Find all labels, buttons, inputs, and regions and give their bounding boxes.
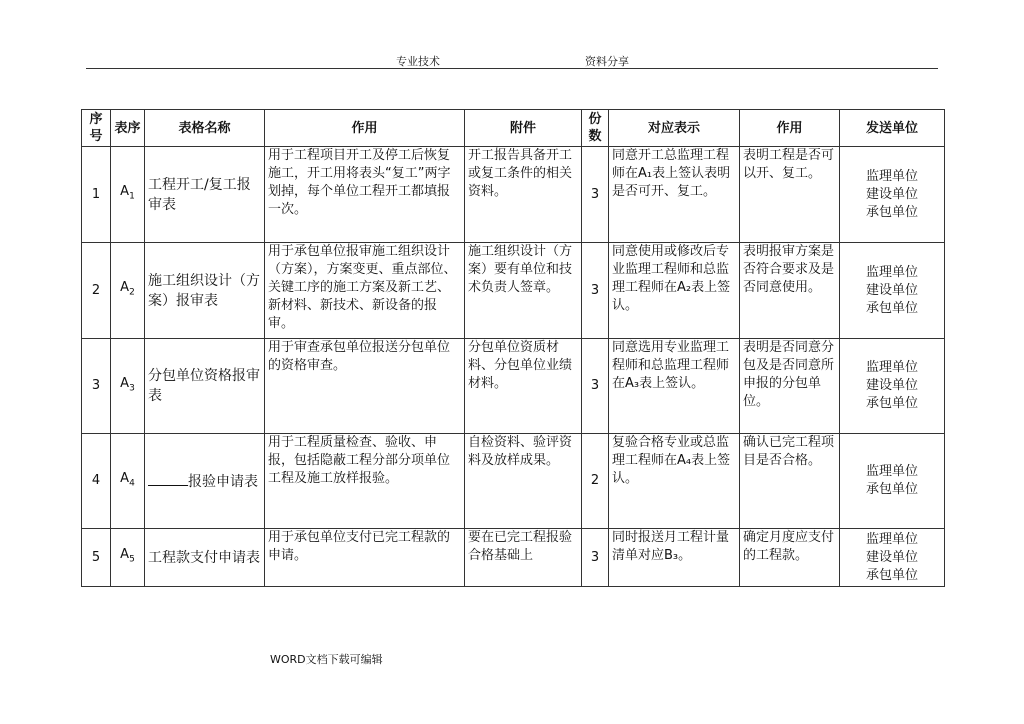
table-row — [82, 529, 945, 587]
row-name: 分包单位资格报审表 — [145, 339, 265, 434]
table-header-row — [82, 110, 945, 147]
table-row — [82, 434, 945, 529]
header-left-text: 专业技术 — [396, 55, 440, 68]
row-name: 工程款支付申请表 — [145, 529, 265, 587]
header-attachment: 附件 — [465, 110, 582, 147]
row-response: 同意使用或修改后专业监理工程师和总监理工程师在A₂表上签认。 — [609, 243, 740, 339]
row-effect: 表明是否同意分包及是否同意所申报的分包单位。 — [740, 339, 840, 434]
table-row — [82, 339, 945, 434]
row-name: 报验申请表 — [145, 434, 265, 529]
row-attachment: 自检资料、验评资料及放样成果。 — [465, 434, 582, 529]
row-response: 同意开工总监理工程师在A₁表上签认表明是否可开、复工。 — [609, 147, 740, 243]
row-purpose: 用于承包单位报审施工组织设计（方案），方案变更、重点部位、关键工序的施工方案及新工艺、新材料、新技术、新设备的报审。 — [265, 243, 465, 339]
row-effect: 表明报审方案是否符合要求及是否同意使用。 — [740, 243, 840, 339]
row-seq: 5 — [82, 529, 111, 587]
row-copies: 3 — [582, 529, 609, 587]
row-code: $A_4$ — [111, 434, 145, 529]
row-send: 监理单位 建设单位 承包单位 — [840, 243, 945, 339]
row-response: 复验合格专业或总监理工程师在A₄表上签认。 — [609, 434, 740, 529]
row-send: 监理单位 承包单位 — [840, 434, 945, 529]
row-seq: 1 — [82, 147, 111, 243]
row-code: $A_3$ — [111, 339, 145, 434]
header-seq: 序号 — [82, 110, 111, 147]
row-copies: 3 — [582, 147, 609, 243]
row-send: 监理单位 建设单位 承包单位 — [840, 339, 945, 434]
row-attachment: 开工报告具备开工或复工条件的相关资料。 — [465, 147, 582, 243]
row-attachment: 要在已完工程报验合格基础上 — [465, 529, 582, 587]
header-copies: 份数 — [582, 110, 609, 147]
header-divider — [86, 68, 938, 69]
row-purpose: 用于工程项目开工及停工后恢复施工，开工用将表头“复工”两字划掉，每个单位工程开工都填报一次。 — [265, 147, 465, 243]
header-name: 表格名称 — [145, 110, 265, 147]
header-code: 表序 — [111, 110, 145, 147]
table-row — [82, 243, 945, 339]
row-response: 同意选用专业监理工程师和总监理工程师在A₃表上签认。 — [609, 339, 740, 434]
header-send: 发送单位 — [840, 110, 945, 147]
forms-table — [81, 109, 945, 587]
row-seq: 2 — [82, 243, 111, 339]
row-copies: 2 — [582, 434, 609, 529]
row-copies: 3 — [582, 339, 609, 434]
row-send: 监理单位 建设单位 承包单位 — [840, 147, 945, 243]
row-code: $A_2$ — [111, 243, 145, 339]
row-effect: 确定月度应支付的工程款。 — [740, 529, 840, 587]
footer-text: WORD文档下载可编辑 — [270, 653, 383, 666]
row-attachment: 施工组织设计（方案）要有单位和技术负责人签章。 — [465, 243, 582, 339]
row-effect: 表明工程是否可以开、复工。 — [740, 147, 840, 243]
row-code: $A_5$ — [111, 529, 145, 587]
row-attachment: 分包单位资质材料、分包单位业绩材料。 — [465, 339, 582, 434]
row-purpose: 用于承包单位支付已完工程款的申请。 — [265, 529, 465, 587]
row-effect: 确认已完工程项目是否合格。 — [740, 434, 840, 529]
row-purpose: 用于审查承包单位报送分包单位的资格审查。 — [265, 339, 465, 434]
row-send: 监理单位 建设单位 承包单位 — [840, 529, 945, 587]
row-name: 施工组织设计（方案）报审表 — [145, 243, 265, 339]
row-copies: 3 — [582, 243, 609, 339]
row-seq: 4 — [82, 434, 111, 529]
header-response: 对应表示 — [609, 110, 740, 147]
header-effect: 作用 — [740, 110, 840, 147]
name-blank-line — [148, 471, 188, 486]
row-purpose: 用于工程质量检查、验收、申报，包括隐蔽工程分部分项单位工程及施工放样报验。 — [265, 434, 465, 529]
row-code: $A_1$ — [111, 147, 145, 243]
header-right-text: 资料分享 — [585, 55, 629, 68]
header-purpose: 作用 — [265, 110, 465, 147]
row-seq: 3 — [82, 339, 111, 434]
row-response: 同时报送月工程计量清单对应B₃。 — [609, 529, 740, 587]
row-name: 工程开工/复工报审表 — [145, 147, 265, 243]
table-row — [82, 147, 945, 243]
